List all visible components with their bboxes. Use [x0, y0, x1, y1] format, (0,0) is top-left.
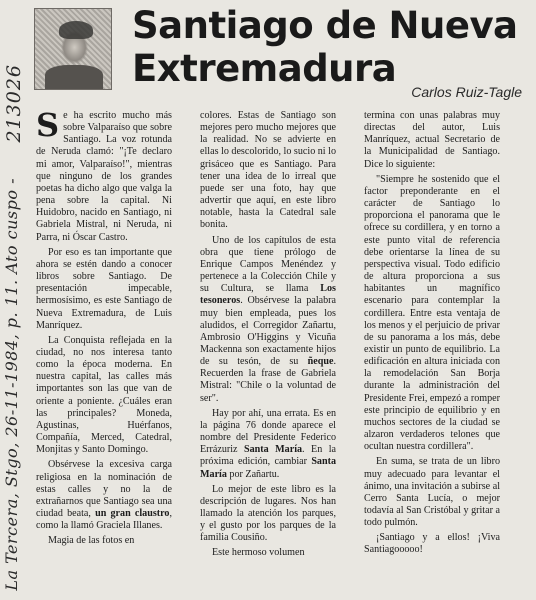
bold-phrase: Santa María [200, 456, 336, 480]
paragraph: "Siempre he sostenido que el factor preponderante en el carácter de Santiago lo proporciona el panorama que le ofrece su cordillera, y en torno a este punto vital de referencia debe orientarse la línea de su perspectiva visual. Todo edificio de altura proporciona a sus habitantes un magnífico escenario para contemplar la cordillera. Entre esta ventaja de los menos y el perjuicio de privar de su panorama a los más, debe existir un punto de equilibrio. La edificación en altura iniciada con la remodelación San Borja durante la administración del Presidente Frei, empezó a romper este principio de equilibrio y en muchos sectores de la ciudad se alzaron verdaderos telones que ocultan nuestra cordillera". [364, 173, 500, 453]
paragraph-text: Uno de los capítulos de esta obra que tiene prólogo de Enrique Campos Menéndez y pertenece a la Colección Chile y su Cultura, se llama [200, 234, 336, 295]
bold-phrase: Los tesoneros [200, 283, 336, 307]
paragraph: Magia de las fotos en [48, 535, 135, 547]
paragraph-text: e ha escrito mucho más sobre Valparaíso que sobre Santiago. La voz rotunda de Neruda clamó: "¡Te declaro mi amor, Valparaíso!", mientras que ninguno de los grandes poetas ha dicho algo que valga la pena sobre la capital. Ni Huidobro, nacido en Santiago, ni Gabriela Mistral, ni Neruda, ni Parra, ni Óscar Castro. [36, 110, 172, 243]
portrait-hair [59, 21, 93, 39]
paragraph-text: . Recuerden la frase de Gabriela Mistral: "Chile o la voluntad de ser". [200, 356, 336, 404]
paragraph: termina con unas palabras muy directas del autor, Luis Manríquez, actual Secretario de la Municipalidad de Santiago. Dice lo siguiente: [364, 110, 500, 170]
paragraph-text: Hay por ahí, una errata. Es en la página 76 donde aparece el nombre del Presidente Federico Errázuriz [200, 407, 336, 456]
paragraph: Este hermoso volumen [212, 547, 305, 559]
paragraph: Lo mejor de este libro es la descripción de lugares. Nos han llamado la atención los parques, y el gusto por los parques de la familia Cousiño. [200, 483, 336, 544]
archive-code: 213026 [3, 64, 25, 143]
bold-phrase: Santa María [244, 444, 303, 456]
author-portrait [34, 8, 112, 90]
paragraph [36, 459, 172, 532]
text-column-3 [364, 110, 500, 560]
paragraph: colores. Estas de Santiago son mejores pero mucho mejores que la realidad. No se advierte en ellas lo descolorido, lo sucio ni lo grisáceo que es Santiago. Para tener una idea de lo irreal que puede ser una foto, hay que advertir que aquí, en este libro notable, hasta la Catedral sale bonita. [200, 110, 336, 231]
handwritten-source-note: La Tercera, Stgo, 26-11-1984, p. 11. Ato cuspo - [2, 178, 21, 591]
paragraph [200, 235, 336, 405]
paragraph [36, 106, 172, 244]
drop-cap: S [36, 106, 60, 144]
paragraph-text: . Obsérvese la palabra muy bien empleada, pues los aludidos, el Corregidor Zañartu, Ambrosio O'Higgins y Vicuña Mackenna son exactamente hijos de su tesón, de su [200, 295, 336, 368]
paragraph-text: , como la llamó Graciela Illanes. [36, 508, 172, 532]
article-title: Santiago de Nueva Extremadura [132, 4, 518, 90]
bold-phrase: un gran claustro [95, 508, 170, 519]
paragraph: En suma, se trata de un libro muy adecuado para levantar el ánimo, una invitación a subirse al Cerro Santa Lucía, o mejor todavía al San Cristóbal y gritar a todo pulmón. [364, 456, 500, 529]
paragraph: La Conquista reflejada en la ciudad, no nos interesa tanto como la época moderna. En nuestra capital, las calles más importantes son las que van de oriente a poniente. ¿Cuáles eran las principales? Moneda, Agustinas, Huérfanos, Compañía, Merced, Catedral, Monjitas y Santo Domingo. [36, 334, 172, 456]
portrait-shoulders [45, 65, 103, 89]
paragraph-text: por Zañartu. [226, 468, 280, 480]
bold-phrase: ñeque [307, 356, 334, 368]
paragraph: ¡Santiago y a ellos! ¡Viva Santiagooooo! [364, 532, 500, 556]
paragraph: Por eso es tan importante que ahora se estén dando a conocer libros sobre Santiago. De presentación impecable, hermosísimo, es este Santiago de Nueva Extremadura, de Luis Manríquez. [36, 246, 172, 331]
paragraph-text: Obsérvese la excesiva carga religiosa en la nominación de estas calles y no la de extrañarnos que Santiago sea una ciudad beata, [36, 459, 172, 519]
text-column-2 [200, 110, 336, 563]
text-column-1 [36, 106, 172, 550]
paragraph-text: . En la próxima edición, cambiar [200, 444, 336, 468]
article-author: Carlos Ruiz-Tagle [411, 84, 522, 100]
paragraph [200, 408, 336, 481]
